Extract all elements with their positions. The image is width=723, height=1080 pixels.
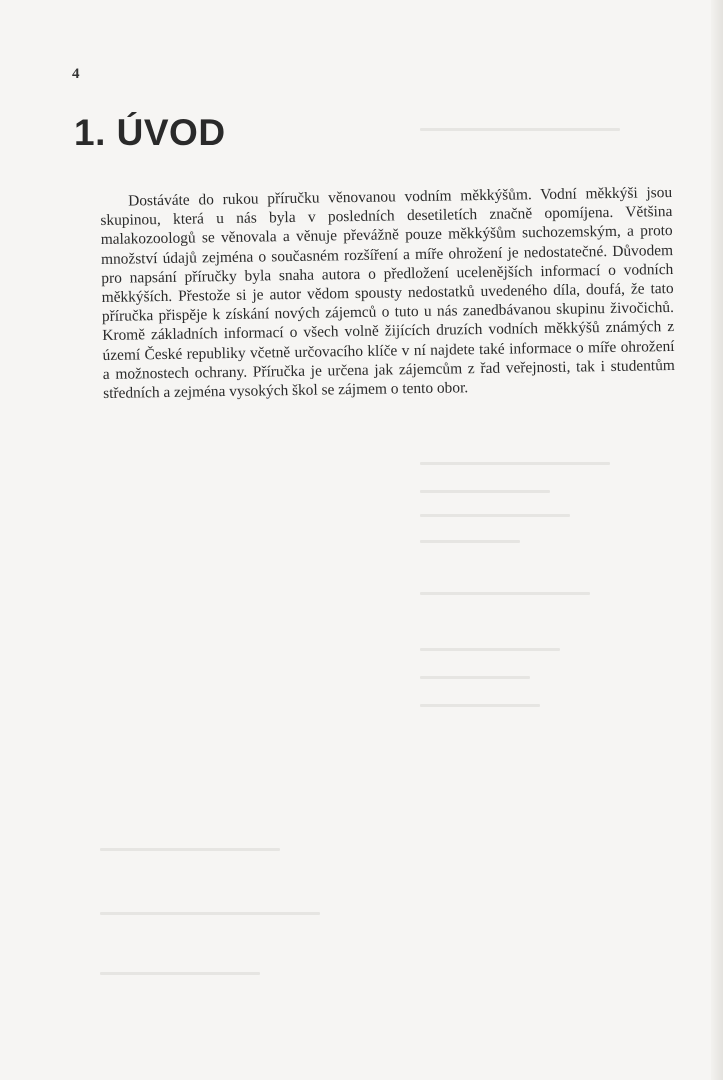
page-number: 4 [72, 66, 80, 82]
bleed-through-line [420, 514, 570, 517]
bleed-through-line [420, 490, 550, 493]
bleed-through-line [100, 972, 260, 975]
page-edge-shadow [711, 0, 723, 1080]
intro-paragraph: Dostáváte do rukou příručku věnovanou vodním měkkýšům. Vodní měkkýši jsou skupinou, která u nás byla v posledních desetiletích značně opomíjena. Většina malakozoologů se věnovala a věnuje převážně pouze měkkýšům suchozemským, a proto množství údajů zejména o současném rozšíření a míře ohrožení je nedostatečné. Důvodem pro napsání příručky byla snaha autora o předložení ucelenějších informací o vodních měkkýších. Přestože si je autor vědom spousty nedostatků uvedeného díla, doufá, že tato příručka přispěje k získání nových zájemců o tuto u nás zanedbávanou skupinu živočichů. Kromě základních informací o všech volně žijících druzích vodních měkkýšů známých z území České republiky včetně určovacího klíče v ní najdete také informace o míře ohrožení a možnostech ochrany. Příručka je určena jak zájemcům z řad veřejnosti, tak i studentům středních a zejména vysokých škol se zájmem o tento obor. [100, 184, 675, 403]
bleed-through-line [420, 704, 540, 707]
bleed-through-line [420, 540, 520, 543]
chapter-title: 1. ÚVOD [74, 112, 226, 153]
bleed-through-line [420, 462, 610, 465]
bleed-through-line [420, 648, 560, 651]
bleed-through-line [100, 912, 320, 915]
bleed-through-line [420, 592, 590, 595]
bleed-through-line [100, 848, 280, 851]
bleed-through-line [420, 676, 530, 679]
bleed-through-line [420, 128, 620, 131]
